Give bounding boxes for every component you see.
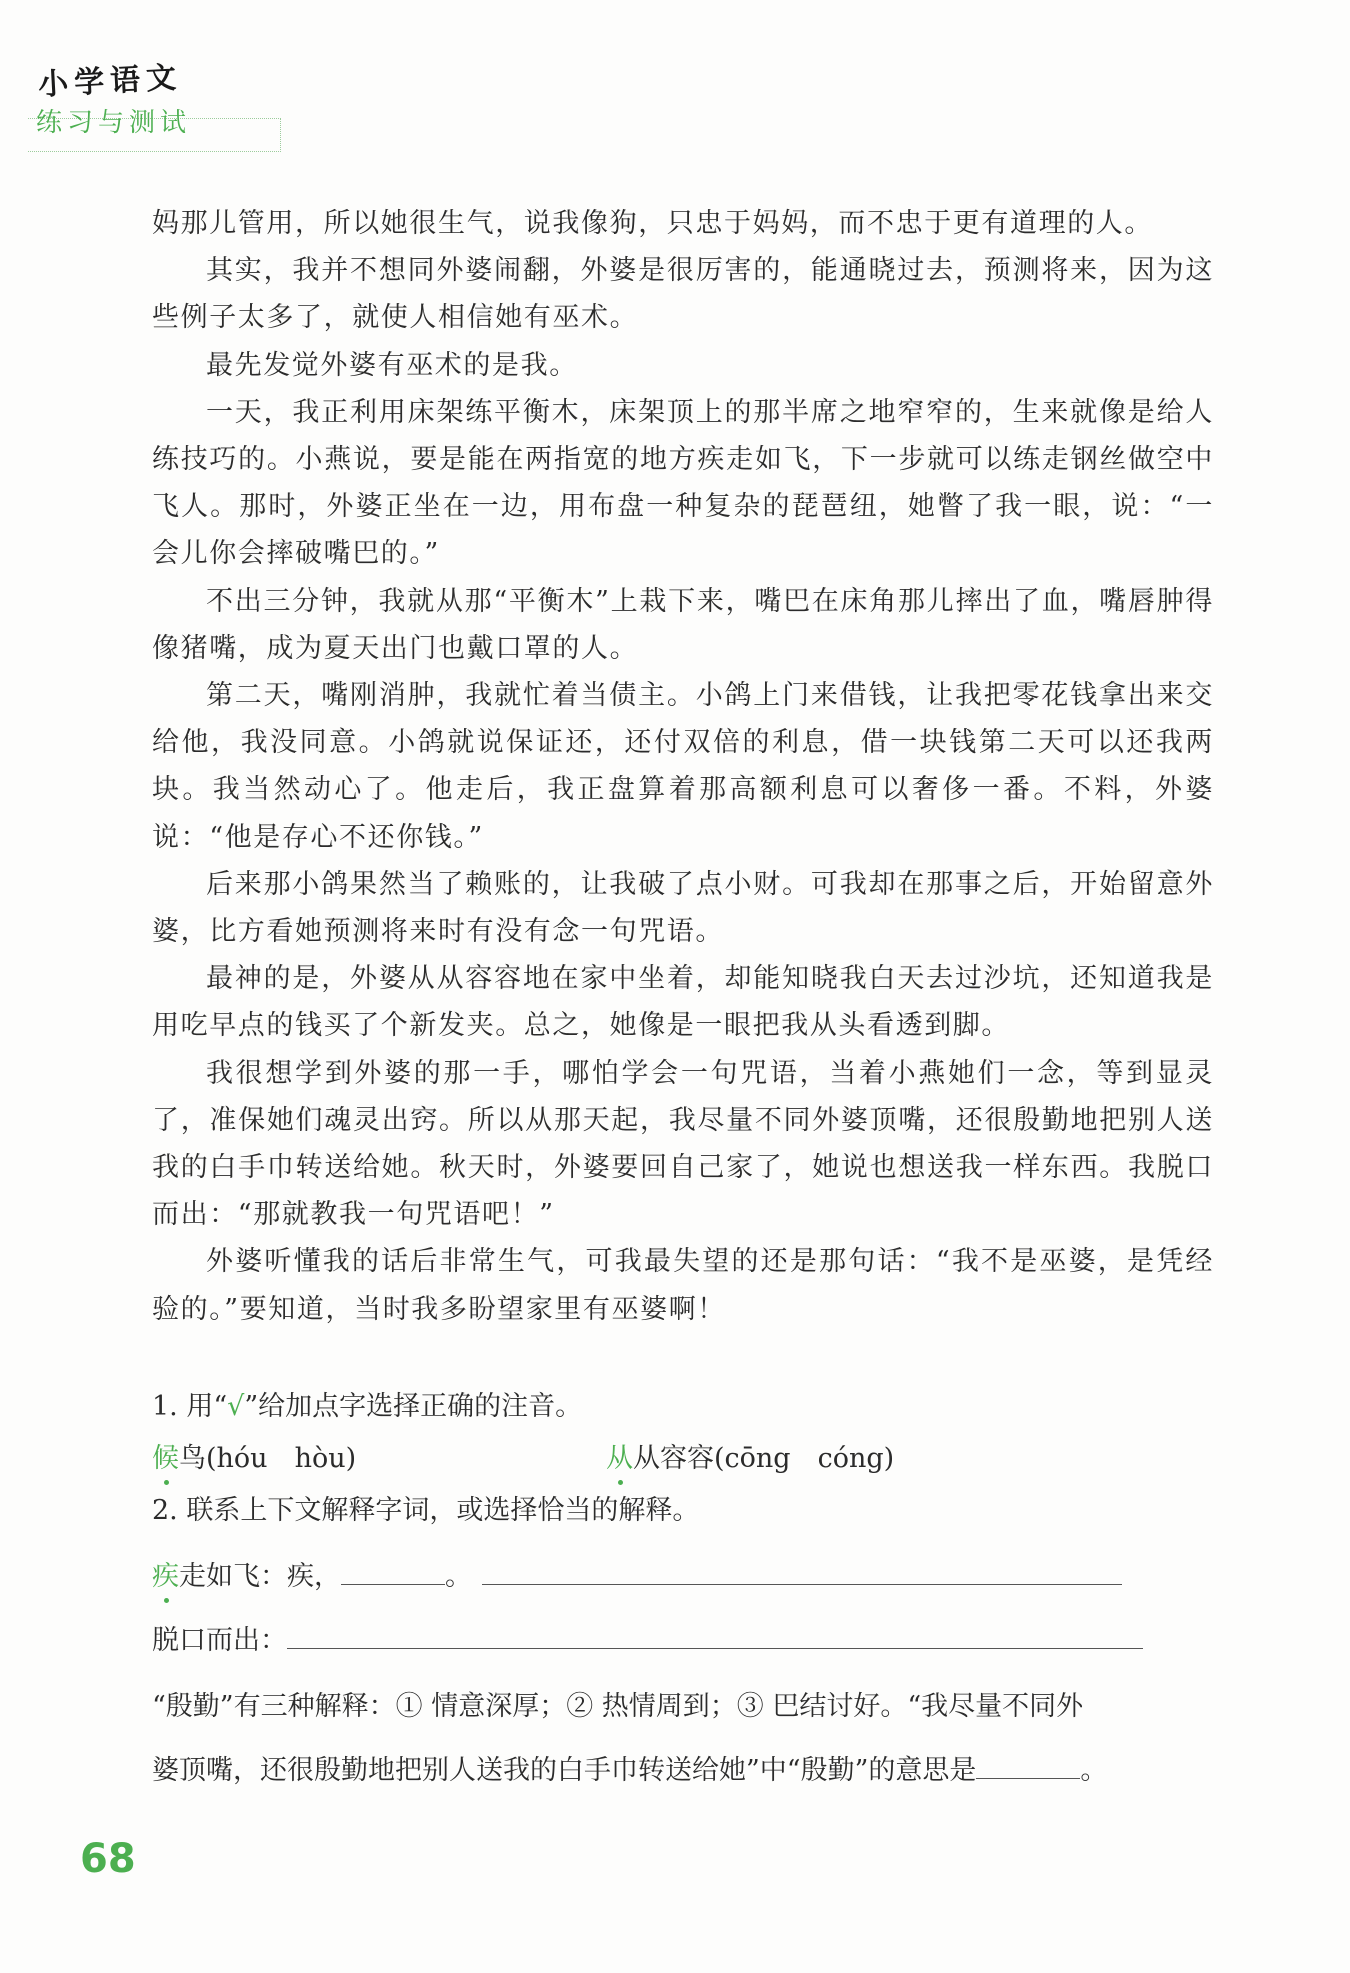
pinyin-options[interactable]: 鸟(hóu hòu) bbox=[179, 1443, 357, 1474]
definition-item-3-line2 bbox=[152, 1748, 1107, 1787]
definition-prompt: 走如飞：疾， bbox=[179, 1561, 341, 1592]
question-2-title: 2. 联系上下文解释字词，或选择恰当的解释。 bbox=[152, 1495, 700, 1526]
paragraph: 妈那儿管用，所以她很生气，说我像狗，只忠于妈妈，而不忠于更有道理的人。 bbox=[152, 208, 1153, 239]
definition-item-2 bbox=[152, 1618, 1143, 1657]
paragraph: 不出三分钟，我就从那“平衡木”上栽下来，嘴巴在床角那儿摔出了血，嘴唇肿得像猪嘴，成为夏天出门也戴口罩的人。 bbox=[152, 585, 1214, 664]
q1-prefix: 1. 用“ bbox=[152, 1391, 228, 1422]
check-mark-icon: √ bbox=[227, 1391, 245, 1422]
pinyin-item-2[interactable] bbox=[606, 1436, 894, 1475]
dotted-char: 疾 bbox=[152, 1554, 179, 1593]
book-subtitle: 练习与测试 bbox=[36, 108, 192, 138]
question-1-title bbox=[152, 1384, 582, 1423]
dotted-char: 候 bbox=[152, 1436, 179, 1475]
paragraph: 后来那小鸽果然当了赖账的，让我破了点小财。可我却在那事之后，开始留意外婆，比方看她预测将来时有没有念一句咒语。 bbox=[152, 868, 1214, 948]
answer-blank-short[interactable] bbox=[341, 1560, 445, 1585]
period: 。 bbox=[1080, 1755, 1108, 1786]
paragraph: 外婆听懂我的话后非常生气，可我最失望的还是那句话：“我不是巫婆，是凭经验的。”要知道，当时我多盼望家里有巫婆啊！ bbox=[152, 1246, 1214, 1325]
answer-blank-short[interactable] bbox=[976, 1754, 1080, 1779]
dotted-char: 从 bbox=[606, 1436, 633, 1475]
definition-item-3-line1: “殷勤”有三种解释：① 情意深厚；② 热情周到；③ 巴结讨好。“我尽量不同外 bbox=[152, 1691, 1084, 1722]
pinyin-options[interactable]: 从容容(cōng cóng) bbox=[633, 1443, 895, 1474]
period: 。 bbox=[445, 1561, 472, 1592]
page-number: 68 bbox=[80, 1836, 136, 1882]
paragraph: 一天，我正利用床架练平衡木，床架顶上的那半席之地窄窄的，生来就像是给人练技巧的。小燕说，要是能在两指宽的地方疾走如飞，下一步就可以练走钢丝做空中飞人。那时，外婆正坐在一边，用布盘一种复杂的琵琶纽，她瞥了我一眼，说：“一会儿你会摔破嘴巴的。” bbox=[152, 396, 1214, 570]
paragraph: 第二天，嘴刚消肿，我就忙着当债主。小鸽上门来借钱，让我把零花钱拿出来交给他，我没同意。小鸽就说保证还，还付双倍的利息，借一块钱第二天可以还我两块。我当然动心了。他走后，我正盘算着那高额利息可以奢侈一番。不料，外婆说：“他是存心不还你钱。” bbox=[152, 680, 1214, 853]
definition-prompt: 脱口而出： bbox=[152, 1625, 287, 1656]
book-title: 小学语文 bbox=[37, 60, 184, 103]
answer-line[interactable] bbox=[287, 1624, 1143, 1649]
paragraph: 我很想学到外婆的那一手，哪怕学会一句咒语，当着小燕她们一念，等到显灵了，准保她们魂灵出窍。所以从那天起，我尽量不同外婆顶嘴，还很殷勤地把别人送我的白手巾转送给她。秋天时，外婆要回自己家了，她说也想送我一样东西。我脱口而出：“那就教我一句咒语吧！” bbox=[152, 1057, 1214, 1231]
paragraph: 最先发觉外婆有巫术的是我。 bbox=[206, 349, 578, 381]
pinyin-item-1[interactable] bbox=[152, 1436, 356, 1475]
paragraph: 其实，我并不想同外婆闹翻，外婆是很厉害的，能通晓过去，预测将来，因为这些例子太多了，就使人相信她有巫术。 bbox=[152, 255, 1214, 334]
paragraph: 最神的是，外婆从从容容地在家中坐着，却能知晓我白天去过沙坑，还知道我是用吃早点的钱买了个新发夹。总之，她像是一眼把我从头看透到脚。 bbox=[152, 963, 1214, 1042]
answer-line[interactable] bbox=[482, 1560, 1122, 1585]
reading-passage bbox=[152, 200, 1214, 1333]
q1-suffix: ”给加点字选择正确的注音。 bbox=[244, 1391, 583, 1422]
book-header bbox=[28, 56, 288, 156]
definition-item-1 bbox=[152, 1554, 1122, 1593]
choice-prompt: 婆顶嘴，还很殷勤地把别人送我的白手巾转送给她”中“殷勤”的意思是 bbox=[152, 1755, 977, 1786]
